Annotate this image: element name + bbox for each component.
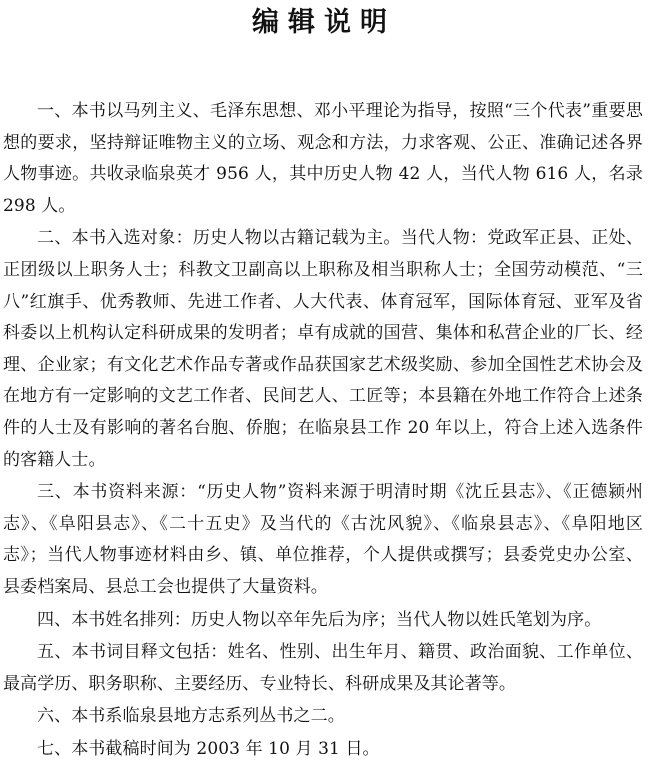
paragraph-sources: 三、本书资料来源：“历史人物”资料来源于明清时期《沈丘县志》、《正德颍州志》、《阜阳县志》、《二十五史》及当代的《古沈风貌》、《临泉县志》、《阜阳地区志》；当代人物事迹材料由乡、镇、单位推荐，个人提供或撰写；县委党史办公室、县委档案局、县总工会也提供了大量资料。 [3, 482, 643, 597]
paragraph-name-order: 四、本书姓名排列：历史人物以卒年先后为序；当代人物以姓氏笔划为序。 [37, 609, 602, 630]
paragraph-entry-contents: 五、本书词目释文包括：姓名、性别、出生年月、籍贯、政治面貌、工作单位、最高学历、职务职称、主要经历、专业特长、科研成果及其论著等。 [3, 642, 643, 694]
paragraph-guiding-principle: 一、本书以马列主义、毛泽东思想、邓小平理论为指导，按照“三个代表”重要思想的要求，坚持辩证唯物主义的立场、观念和方法，力求客观、公正、准确记述各界人物事迹。共收录临泉英才 956 人，其中历史人物 42 人，当代人物 616 人，名录 298 人。 [3, 101, 643, 216]
document-body [3, 96, 643, 766]
paragraph-deadline: 七、本书截稿时间为 2003 年 10 月 31 日。 [37, 738, 380, 759]
document-title: 编辑说明 [252, 7, 396, 38]
paragraph-series: 六、本书系临泉县地方志系列丛书之二。 [37, 706, 345, 727]
paragraph-selection-criteria: 二、本书入选对象：历史人物以古籍记载为主。当代人物：党政军正县、正处、正团级以上职务人士；科教文卫副高以上职称及相当职称人士；全国劳动模范、“三八”红旗手、优秀教师、先进工作者、人大代表、体育冠军，国际体育冠、亚军及省科委以上机构认定科研成果的发明者；卓有成就的国营、集体和私营企业的厂长、经理、企业家；有文化艺术作品专著或作品获国家艺术级奖励、参加全国性艺术协会及在地方有一定影响的文艺工作者、民间艺人、工匠等；本县籍在外地工作符合上述条件的人士及有影响的著名台胞、侨胞；在临泉县工作 20 年以上，符合上述入选条件的客籍人士。 [3, 228, 643, 470]
